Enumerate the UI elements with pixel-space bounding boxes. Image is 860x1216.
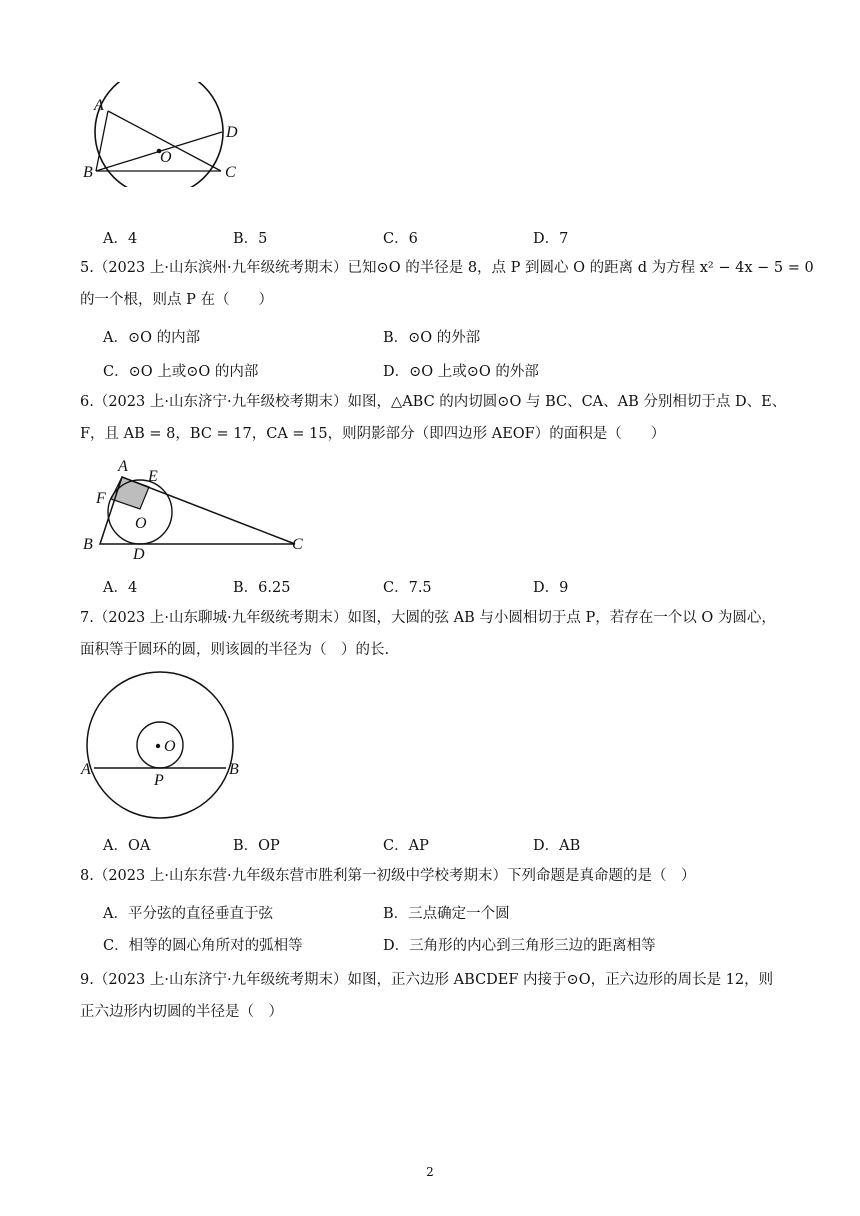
q4-figure xyxy=(80,82,250,187)
q7-center-dot xyxy=(156,744,160,748)
q5-option-a[interactable]: A．⊙O 的内部 xyxy=(103,330,201,346)
page-number: 2 xyxy=(426,1165,434,1179)
q7-stem-line1: 7.（2023 上·山东聊城·九年级统考期末）如图，大圆的弦 AB 与小圆相切于点 P，若存在一个以 O 为圆心， xyxy=(80,610,776,626)
q7-small-circle xyxy=(137,722,183,768)
q8-stem-line1: 8.（2023 上·山东东营·九年级东营市胜利第一初级中学校考期末）下列命题是真命题的是（ ） xyxy=(80,868,696,884)
q6-option-c[interactable]: C．7.5 xyxy=(383,580,432,596)
q7-option-d[interactable]: D．AB xyxy=(533,838,581,854)
q5-stem-line2: 的一个根，则点 P 在（ ） xyxy=(80,292,273,308)
q4-label-D: D xyxy=(226,124,238,141)
q7-label-A: A xyxy=(81,761,91,778)
q5-option-b[interactable]: B．⊙O 的外部 xyxy=(383,330,481,346)
q7-figure xyxy=(78,670,258,830)
q8-option-a[interactable]: A．平分弦的直径垂直于弦 xyxy=(103,906,273,922)
q4-label-O: O xyxy=(160,149,172,166)
q4-option-b[interactable]: B．5 xyxy=(233,231,268,247)
q6-option-d[interactable]: D．9 xyxy=(533,580,569,596)
q9-stem-line1: 9.（2023 上·山东济宁·九年级统考期末）如图，正六边形 ABCDEF 内接于⊙O，正六边形的周长是 12，则 xyxy=(80,972,774,988)
q6-label-C: C xyxy=(292,536,303,553)
q7-option-b[interactable]: B．OP xyxy=(233,838,280,854)
q6-stem-line2: F，且 AB = 8，BC = 17，CA = 15，则阴影部分（即四边形 AEOF）的面积是（ ） xyxy=(80,426,666,442)
q7-option-a[interactable]: A．OA xyxy=(103,838,151,854)
q8-option-b[interactable]: B．三点确定一个圆 xyxy=(383,906,510,922)
q7-stem-line2: 面积等于圆环的圆，则该圆的半径为（ ）的长. xyxy=(80,642,390,658)
q6-option-a[interactable]: A．4 xyxy=(103,580,138,596)
q6-label-E: E xyxy=(148,468,158,485)
q4-option-c[interactable]: C．6 xyxy=(383,231,418,247)
q5-stem-line1: 5.（2023 上·山东滨州·九年级统考期末）已知⊙O 的半径是 8，点 P 到圆心 O 的距离 d 为方程 x² − 4x − 5 = 0 xyxy=(80,260,814,276)
q6-label-B: B xyxy=(83,536,93,553)
q8-option-d[interactable]: D．三角形的内心到三角形三边的距离相等 xyxy=(383,938,656,954)
q6-label-A: A xyxy=(118,458,128,475)
q4-label-B: B xyxy=(83,164,93,181)
q5-option-c[interactable]: C．⊙O 上或⊙O 的内部 xyxy=(103,364,259,380)
q8-option-c[interactable]: C．相等的圆心角所对的弧相等 xyxy=(103,938,303,954)
q7-option-c[interactable]: C．AP xyxy=(383,838,429,854)
q5-option-d[interactable]: D．⊙O 上或⊙O 的外部 xyxy=(383,364,539,380)
q7-label-O: O xyxy=(164,738,176,755)
q9-stem-line2: 正六边形内切圆的半径是（ ） xyxy=(80,1004,283,1020)
q6-label-D: D xyxy=(133,546,145,563)
q4-label-C: C xyxy=(225,164,236,181)
q7-label-P: P xyxy=(154,772,164,789)
q6-label-O: O xyxy=(135,515,147,532)
q6-figure xyxy=(78,455,313,565)
q6-option-b[interactable]: B．6.25 xyxy=(233,580,291,596)
q4-label-A: A xyxy=(94,97,104,114)
q7-large-circle xyxy=(87,672,233,818)
q4-option-d[interactable]: D．7 xyxy=(533,231,569,247)
q7-label-B: B xyxy=(229,761,239,778)
q6-stem-line1: 6.（2023 上·山东济宁·九年级校考期末）如图，△ABC 的内切圆⊙O 与 BC、CA、AB 分别相切于点 D、E、 xyxy=(80,394,787,410)
q4-option-a[interactable]: A．4 xyxy=(103,231,138,247)
q6-label-F: F xyxy=(96,490,106,507)
